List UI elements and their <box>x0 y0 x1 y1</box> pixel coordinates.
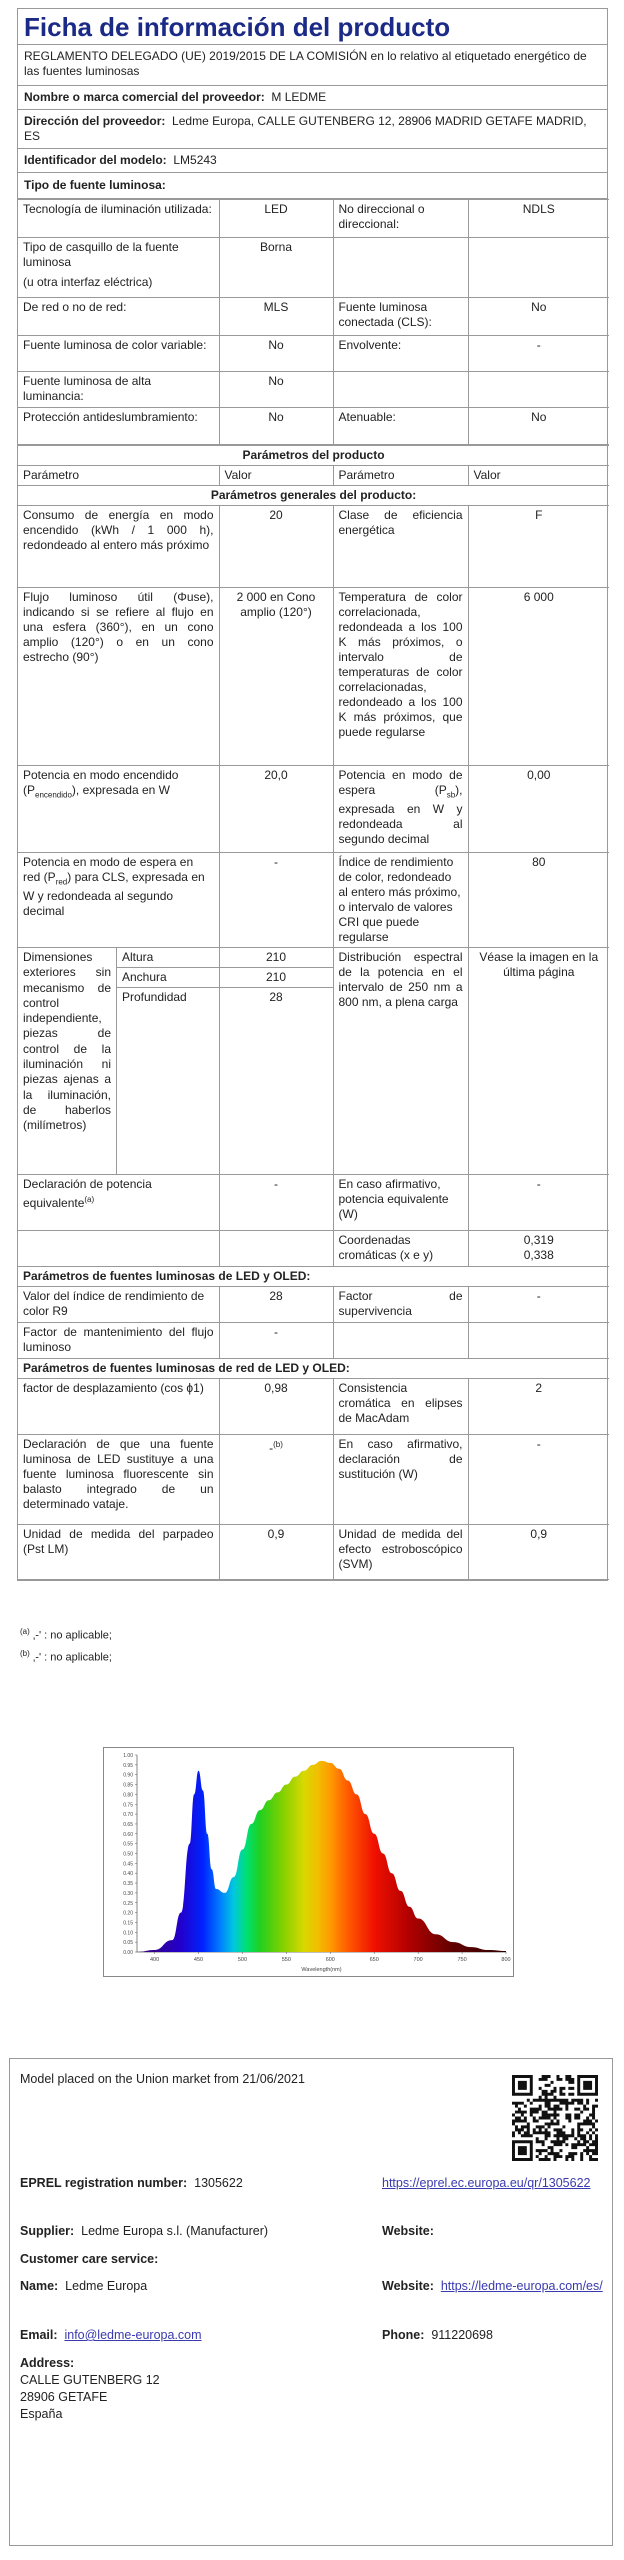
replacement-watts-label: En caso afirmativo, declaración de sustitución (W) <box>333 1435 468 1525</box>
equivalent-watts-value: - <box>468 1175 609 1231</box>
standby-power-label: Potencia en modo de espera $(P_{sb})$, expresada en W y redondeada al segundo decimal <box>333 766 468 853</box>
chromaticity-label: Coordenadas cromáticas (x e y) <box>333 1231 468 1267</box>
flicker-value: 0,9 <box>219 1525 333 1580</box>
envelope-value: - <box>468 336 609 372</box>
product-information-sheet <box>17 8 608 1581</box>
mains-value: MLS <box>219 298 333 336</box>
dimensions-values <box>219 948 333 1175</box>
width-value: 210 <box>220 968 333 988</box>
cct-label: Temperatura de color correlacionada, redondeada a los 100 K más próximos, o intervalo de temperaturas de color correlacionadas, redondeado a los 100 K más próximos, que puede regularse <box>333 588 468 766</box>
y-tick-label: 0.75 <box>123 1802 133 1809</box>
supplier-info: Supplier: Ledme Europa s.l. (Manufacturer) <box>20 2224 269 2238</box>
y-tick-label: 0.95 <box>123 1762 133 1769</box>
y-tick-label: 0.65 <box>123 1821 133 1828</box>
height-label: Altura <box>117 948 219 968</box>
light-type-header: Tipo de fuente luminosa: <box>18 173 607 199</box>
replacement-label: Declaración de que una fuente luminosa de LED sustituye a una fuente luminosa fluorescente sin balasto integrado de un determinado vataje. <box>18 1435 219 1525</box>
replacement-value: -$^{(b)}$ <box>219 1435 333 1525</box>
spd-value: Véase la imagen en la última página <box>468 948 609 1175</box>
website-label: Website: <box>382 2224 434 2238</box>
nondir-value: NDLS <box>468 200 609 238</box>
spd-label: Distribución espectral de la potencia en el intervalo de 250 nm a 800 nm, a plena carga <box>333 948 468 1175</box>
network-standby-value: - <box>219 853 333 948</box>
placed-on-market: Model placed on the Union market from 21/06/2021 <box>20 2072 305 2086</box>
stroboscopic-label: Unidad de medida del efecto estroboscópico (SVM) <box>333 1525 468 1580</box>
x-axis-label: Wavelength(nm) <box>301 1967 342 1973</box>
y-tick-label: 0.85 <box>123 1782 133 1789</box>
address-row <box>18 110 607 149</box>
cap-label: Tipo de casquillo de la fuente luminosa (u otra interfaz eléctrica) <box>18 238 219 298</box>
spectral-distribution-chart <box>103 1747 514 1977</box>
model-row <box>18 149 607 173</box>
led-header: Parámetros de fuentes luminosas de LED y OLED: <box>18 1267 609 1287</box>
customer-phone: Phone: 911220698 <box>382 2328 493 2342</box>
on-mode-power-label: Potencia en modo encendido $(P_{encendido})$, expresada en W <box>18 766 219 853</box>
y-tick-label: 0.00 <box>123 1950 133 1956</box>
x-tick-label: 750 <box>457 1957 467 1963</box>
footnote: $^{(a)}$ ‚-' : no aplicable; <box>20 1627 112 1642</box>
light-type-table <box>18 199 609 445</box>
x-tick-label: 550 <box>281 1957 291 1963</box>
y-tick-label: 0.05 <box>123 1940 133 1947</box>
spectrum-svg <box>103 1747 514 1977</box>
address-label: Dirección del proveedor: <box>24 114 166 128</box>
supplier-value: M LEDME <box>271 90 327 104</box>
cls-label: Fuente luminosa conectada (CLS): <box>333 298 468 336</box>
y-tick-label: 0.55 <box>123 1841 133 1848</box>
macadam-label: Consistencia cromática en elipses de MacAdam <box>333 1379 468 1435</box>
flux-label: Flujo luminoso útil (Φuse), indicando si se refiere al flujo en una esfera (360°), en un cono amplio (120°) o en un cono estrecho (90°) <box>18 588 219 766</box>
col-value-2: Valor <box>468 466 609 486</box>
eprel-info-card <box>9 2058 613 2546</box>
footnotes <box>20 1623 112 1666</box>
dimmable-value: No <box>468 408 609 445</box>
flicker-label: Unidad de medida del parpadeo (Pst LM) <box>18 1525 219 1580</box>
tech-value: LED <box>219 200 333 238</box>
stroboscopic-value: 0,9 <box>468 1525 609 1580</box>
y-tick-label: 0.25 <box>123 1900 133 1907</box>
r9-label: Valor del índice de rendimiento de color R9 <box>18 1287 219 1323</box>
y-tick-label: 0.15 <box>123 1920 133 1927</box>
footnote: $^{(b)}$ ‚-' : no aplicable; <box>20 1648 112 1664</box>
colour-value: No <box>219 336 333 372</box>
customer-service-heading: Customer care service: <box>20 2252 159 2266</box>
page-title: Ficha de información del producto <box>18 9 607 45</box>
regulation-intro: REGLAMENTO DELEGADO (UE) 2019/2015 DE LA COMISIÓN en lo relativo al etiquetado energético de las fuentes luminosas <box>18 45 607 86</box>
survival-value: - <box>468 1287 609 1323</box>
maintenance-label: Factor de mantenimiento del flujo luminoso <box>18 1323 219 1359</box>
y-tick-label: 0.45 <box>123 1861 133 1868</box>
x-tick-label: 500 <box>237 1957 248 1963</box>
col-param-2: Parámetro <box>333 466 468 486</box>
qr-code-icon <box>512 2075 598 2161</box>
y-tick-label: 0.20 <box>123 1910 133 1917</box>
width-label: Anchura <box>117 968 219 988</box>
params-header: Parámetros del producto <box>18 446 609 466</box>
high-luminance-label: Fuente luminosa de alta luminancia: <box>18 372 219 408</box>
eprel-number: EPREL registration number: 1305622 <box>20 2176 243 2190</box>
product-params-table <box>18 445 609 1580</box>
class-label: Clase de eficiencia energética <box>333 506 468 588</box>
cri-value: 80 <box>468 853 609 948</box>
glare-label: Protección antideslumbramiento: <box>18 408 219 445</box>
macadam-value: 2 <box>468 1379 609 1435</box>
address-line: España <box>20 2407 63 2421</box>
col-param-1: Parámetro <box>18 466 219 486</box>
colour-label: Fuente luminosa de color variable: <box>18 336 219 372</box>
customer-name: Name: Ledme Europa <box>20 2279 148 2293</box>
y-tick-label: 1.00 <box>123 1753 133 1759</box>
x-tick-label: 450 <box>193 1957 204 1963</box>
cosphi-value: 0,98 <box>219 1379 333 1435</box>
x-tick-label: 650 <box>369 1957 379 1963</box>
model-label: Identificador del modelo: <box>24 153 167 167</box>
customer-address: Address: CALLE GUTENBERG 12 28906 GETAFE España <box>20 2356 160 2421</box>
supplier-row <box>18 86 607 110</box>
cct-value: 6 000 <box>468 588 609 766</box>
flux-value: 2 000 en Cono amplio (120°) <box>219 588 333 766</box>
x-tick-label: 800 <box>501 1957 511 1963</box>
r9-value: 28 <box>219 1287 333 1323</box>
y-tick-label: 0.60 <box>123 1831 133 1838</box>
address-line: 28906 GETAFE <box>20 2390 108 2404</box>
customer-email: Email: info@ledme-europa.com <box>20 2328 202 2342</box>
x-tick-label: 700 <box>413 1957 423 1963</box>
y-tick-label: 0.50 <box>123 1851 133 1858</box>
cosphi-label: factor de desplazamiento (cos ϕ1) <box>18 1379 219 1435</box>
standby-power-value: 0,00 <box>468 766 609 853</box>
address-value: Ledme Europa, CALLE GUTENBERG 12, 28906 MADRID GETAFE MADRID, ES <box>24 114 587 143</box>
general-header: Parámetros generales del producto: <box>18 486 609 506</box>
eprel-link[interactable]: https://eprel.ec.europa.eu/qr/1305622 <box>382 2176 591 2190</box>
chromaticity-value: 0,319 0,338 <box>468 1231 609 1267</box>
class-value: F <box>468 506 609 588</box>
address-line: CALLE GUTENBERG 12 <box>20 2373 160 2387</box>
envelope-label: Envolvente: <box>333 336 468 372</box>
y-tick-label: 0.35 <box>123 1881 133 1888</box>
y-tick-label: 0.70 <box>123 1812 133 1819</box>
maintenance-value: - <box>219 1323 333 1359</box>
equivalent-power-value: - <box>219 1175 333 1231</box>
cri-label: Índice de rendimiento de color, redondeado al entero más próximo, o intervalo de valores CRI que puede regularse <box>333 853 468 948</box>
cap-value: Borna <box>219 238 333 298</box>
mains-label: De red o no de red: <box>18 298 219 336</box>
y-tick-label: 0.80 <box>123 1792 133 1799</box>
mains-header: Parámetros de fuentes luminosas de red de LED y OLED: <box>18 1359 609 1379</box>
energy-label: Consumo de energía en modo encendido (kWh / 1 000 h), redondeado al entero más próximo <box>18 506 219 588</box>
tech-label: Tecnología de iluminación utilizada: <box>18 200 219 238</box>
x-tick-label: 400 <box>149 1957 160 1963</box>
cls-value: No <box>468 298 609 336</box>
height-value: 210 <box>220 948 333 968</box>
supplier-label: Nombre o marca comercial del proveedor: <box>24 90 265 104</box>
dimensions-label: Dimensiones exteriores sin mecanismo de control independiente, piezas de control de la iluminación ni piezas ajenas a la iluminación, de haberlos (milímetros) <box>18 948 117 1174</box>
y-tick-label: 0.10 <box>123 1930 133 1937</box>
depth-label: Profundidad <box>122 990 187 1004</box>
customer-website: Website: https://ledme-europa.com/es/ <box>382 2279 603 2293</box>
customer-website-link[interactable]: https://ledme-europa.com/es/ <box>440 2279 603 2293</box>
energy-value: 20 <box>219 506 333 588</box>
high-luminance-value: No <box>219 372 333 408</box>
y-tick-label: 0.30 <box>123 1890 133 1897</box>
qr-modules <box>512 2075 598 2161</box>
y-tick-label: 0.90 <box>123 1772 133 1779</box>
email-link[interactable]: info@ledme-europa.com <box>64 2328 202 2342</box>
nondir-label: No direccional o direccional: <box>333 200 468 238</box>
y-tick-label: 0.40 <box>123 1871 133 1878</box>
depth-value: 28 <box>269 990 283 1004</box>
dimensions-cell <box>18 948 219 1175</box>
replacement-watts-value: - <box>468 1435 609 1525</box>
dimmable-label: Atenuable: <box>333 408 468 445</box>
col-value-1: Valor <box>219 466 333 486</box>
x-tick-label: 600 <box>325 1957 335 1963</box>
on-mode-power-value: 20,0 <box>219 766 333 853</box>
model-value: LM5243 <box>173 153 217 167</box>
equivalent-watts-label: En caso afirmativo, potencia equivalente (W) <box>333 1175 468 1231</box>
network-standby-label: Potencia en modo de espera en red $(P_{red})$ para CLS, expresada en W y redondeada al segundo decimal <box>18 853 219 948</box>
equivalent-power-label: Declaración de potencia equivalente$^{(a)}$ <box>18 1175 219 1231</box>
glare-value: No <box>219 408 333 445</box>
survival-label: Factor de supervivencia <box>333 1287 468 1323</box>
